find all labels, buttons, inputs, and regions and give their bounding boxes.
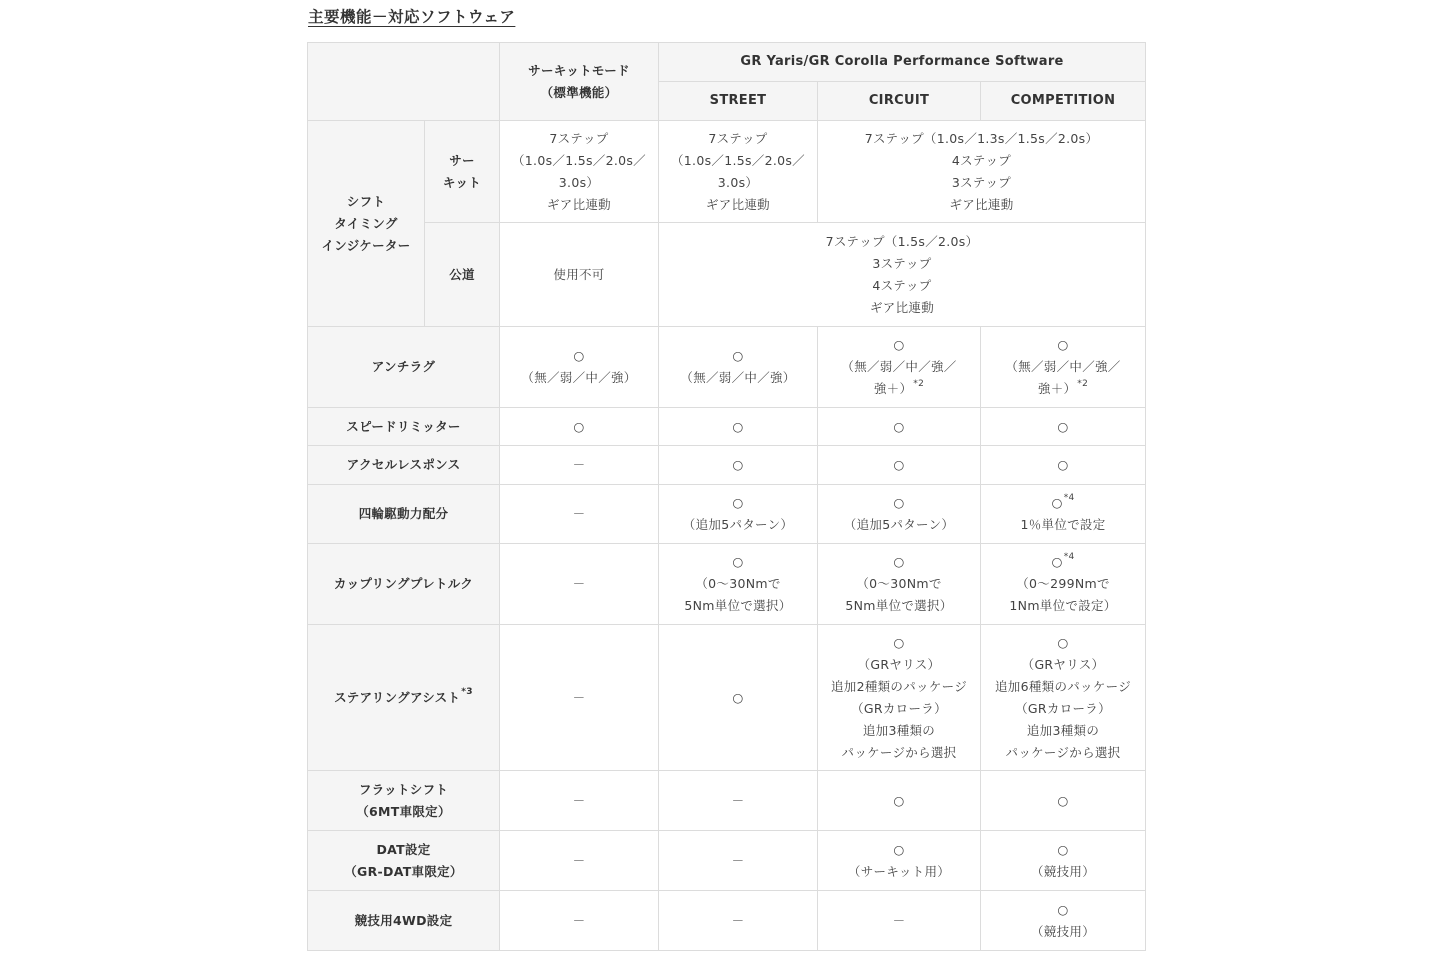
cell-antilag-street: ○ （無／弱／中／強） [659, 327, 818, 408]
cell-dat-circuit: ○ （サーキット用） [818, 831, 981, 891]
footnote-mark: *4 [1063, 492, 1075, 503]
cell-coupling-mode: － [500, 544, 659, 625]
label-competition-4wd: 競技用4WD設定 [308, 891, 500, 951]
cell-speed-limiter-competition: ○ [981, 408, 1146, 446]
header-circuit: CIRCUIT [818, 82, 981, 121]
cell-awd-split-competition: ○$^{*4}$ 1％単位で設定 [981, 485, 1146, 544]
cell-antilag-mode: ○ （無／弱／中／強） [500, 327, 659, 408]
row-awd-split [308, 485, 1146, 544]
cell-accel-response-circuit: ○ [818, 446, 981, 485]
cell-steering-mode: － [500, 625, 659, 771]
cell-shift-circuit-mode: 7ステップ （1.0s／1.5s／2.0s／ 3.0s） ギア比連動 [500, 121, 659, 223]
footnote-mark: *4 [1063, 551, 1075, 562]
cell-flat-shift-circuit: ○ [818, 771, 981, 831]
cell-steering-competition: ○ （GRヤリス） 追加6種類のパッケージ （GRカローラ） 追加3種類の パッケージから選択 [981, 625, 1146, 771]
row-accel-response [308, 446, 1146, 485]
footnote-mark: *3 [461, 687, 473, 698]
label-awd-split: 四輪駆動力配分 [308, 485, 500, 544]
cell-dat-street: － [659, 831, 818, 891]
header-street: STREET [659, 82, 818, 121]
cell-steering-circuit: ○ （GRヤリス） 追加2種類のパッケージ （GRカローラ） 追加3種類の パッケージから選択 [818, 625, 981, 771]
row-coupling-pretorque [308, 544, 1146, 625]
label-speed-limiter: スピードリミッター [308, 408, 500, 446]
cell-steering-street: ○ [659, 625, 818, 771]
label-coupling-pretorque: カップリングプレトルク [308, 544, 500, 625]
cell-awd-split-mode: － [500, 485, 659, 544]
cell-dat-competition: ○ （競技用） [981, 831, 1146, 891]
cell-antilag-circuit: ○ （無／弱／中／強／ 強＋）$^{*2}$ [818, 327, 981, 408]
cell-antilag-competition: ○ （無／弱／中／強／ 強＋）$^{*2}$ [981, 327, 1146, 408]
row-shift-indicator-circuit [308, 121, 1146, 223]
cell-dat-mode: － [500, 831, 659, 891]
cell-flat-shift-competition: ○ [981, 771, 1146, 831]
cell-flat-shift-mode: － [500, 771, 659, 831]
row-antilag [308, 327, 1146, 408]
cell-comp-4wd-mode: － [500, 891, 659, 951]
header-circuit-mode: サーキットモード （標準機能） [500, 43, 659, 121]
page-title: 主要機能－対応ソフトウェア [308, 8, 516, 26]
cell-accel-response-street: ○ [659, 446, 818, 485]
feature-comparison-table [307, 42, 1146, 951]
cell-speed-limiter-street: ○ [659, 408, 818, 446]
label-antilag: アンチラグ [308, 327, 500, 408]
row-steering-assist [308, 625, 1146, 771]
label-flat-shift: フラットシフト （6MT車限定） [308, 771, 500, 831]
cell-awd-split-circuit: ○ （追加5パターン） [818, 485, 981, 544]
row-competition-4wd [308, 891, 1146, 951]
cell-coupling-street: ○ （0～30Nmで 5Nm単位で選択） [659, 544, 818, 625]
cell-speed-limiter-circuit: ○ [818, 408, 981, 446]
label-steering-assist: ステアリングアシスト$^{*3}$ [308, 625, 500, 771]
sublabel-circuit: サー キット [425, 121, 500, 223]
cell-comp-4wd-circuit: － [818, 891, 981, 951]
cell-comp-4wd-street: － [659, 891, 818, 951]
cell-awd-split-street: ○ （追加5パターン） [659, 485, 818, 544]
cell-comp-4wd-competition: ○ （競技用） [981, 891, 1146, 951]
row-flat-shift [308, 771, 1146, 831]
row-dat [308, 831, 1146, 891]
cell-coupling-circuit: ○ （0～30Nmで 5Nm単位で選択） [818, 544, 981, 625]
header-row-1 [308, 43, 1146, 82]
label-accel-response: アクセルレスポンス [308, 446, 500, 485]
cell-accel-response-competition: ○ [981, 446, 1146, 485]
row-shift-indicator-public [308, 223, 1146, 327]
cell-accel-response-mode: － [500, 446, 659, 485]
cell-speed-limiter-mode: ○ [500, 408, 659, 446]
cell-flat-shift-street: － [659, 771, 818, 831]
cell-shift-circuit-circuit-competition: 7ステップ（1.0s／1.3s／1.5s／2.0s） 4ステップ 3ステップ ギア比連動 [818, 121, 1146, 223]
footnote-mark: *2 [913, 378, 925, 389]
header-competition: COMPETITION [981, 82, 1146, 121]
header-corner-cell [308, 43, 500, 121]
cell-shift-public-mode: 使用不可 [500, 223, 659, 327]
header-software-group: GR Yaris/GR Corolla Performance Software [659, 43, 1146, 82]
cell-shift-circuit-street: 7ステップ （1.0s／1.5s／2.0s／ 3.0s） ギア比連動 [659, 121, 818, 223]
label-shift-indicator: シフト タイミング インジケーター [308, 121, 425, 327]
cell-shift-public-software: 7ステップ（1.5s／2.0s） 3ステップ 4ステップ ギア比連動 [659, 223, 1146, 327]
label-dat: DAT設定 （GR-DAT車限定） [308, 831, 500, 891]
cell-coupling-competition: ○$^{*4}$ （0～299Nmで 1Nm単位で設定） [981, 544, 1146, 625]
sublabel-public-road: 公道 [425, 223, 500, 327]
footnote-mark: *2 [1077, 378, 1089, 389]
row-speed-limiter [308, 408, 1146, 446]
